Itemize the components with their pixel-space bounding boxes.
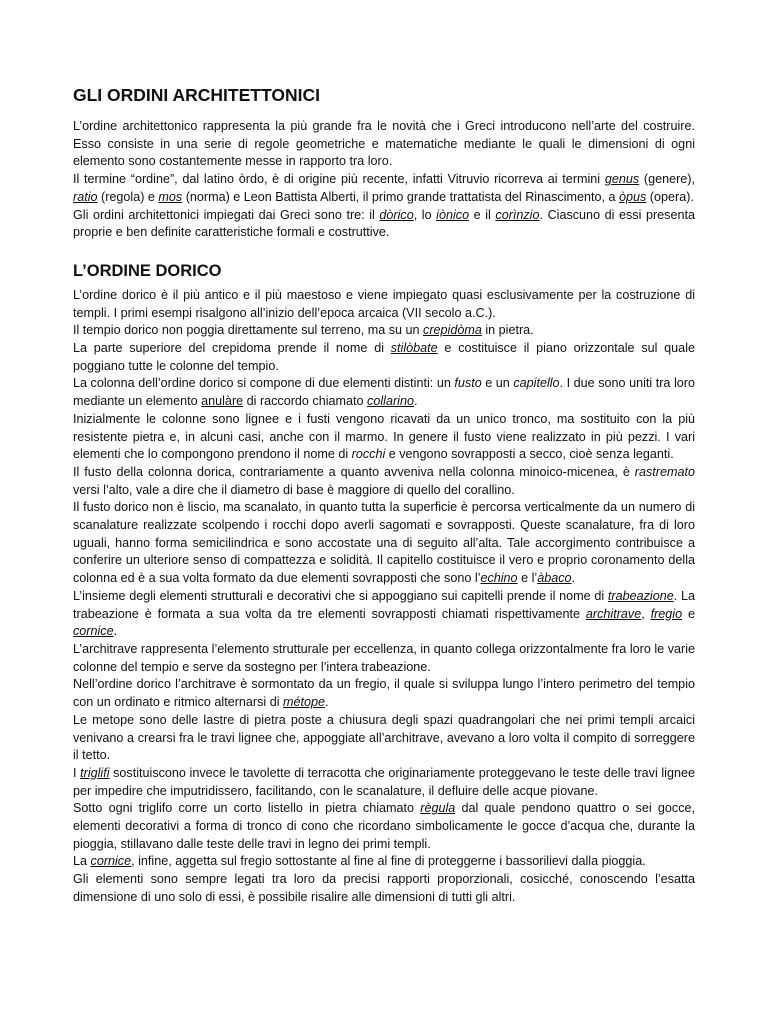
term-link: echino [480, 571, 518, 586]
text-run: (norma) e Leon Battista Alberti, il primo grande trattatista del Rinascimento, a [182, 189, 619, 204]
paragraph [73, 641, 695, 676]
intro-section [73, 118, 695, 242]
document-page [73, 84, 695, 907]
text-run: e un [481, 376, 514, 391]
text-run: (regola) e [97, 189, 159, 204]
paragraph [73, 118, 695, 171]
paragraph [73, 800, 695, 853]
text-run: e vengono sovrapposti a secco, cioè senza leganti. [385, 447, 674, 462]
text-run: . [325, 695, 329, 710]
text-run: L’ordine dorico è il più antico e il più maestoso e viene impiegato quasi esclusivamente per la costruzione di templi. I primi esempi risalgono all’inizio dell’epoca arcaica (VII secolo a.C.). [73, 287, 695, 320]
paragraph [73, 499, 695, 588]
italic-term: rocchi [351, 447, 386, 462]
text-run: di raccordo chiamato [243, 394, 368, 409]
text-run: . La trabeazione è formata a sua volta da tre elementi sovrapposti chiamati rispettivamente [73, 588, 695, 621]
term-link: genus [604, 172, 640, 187]
text-run: sostituiscono invece le tavolette di terracotta che originariamente proteggevano le teste delle travi lignee per impedire che imputridissero, facilitando, con le scanalature, il defluire delle acque piovane. [73, 765, 695, 798]
text-run: (opera). [646, 189, 694, 204]
page-title: GLI ORDINI ARCHITETTONICI [73, 85, 320, 105]
term-link: ratio [73, 189, 98, 204]
text-run: e l’ [517, 571, 538, 586]
term-link: cornice [73, 624, 114, 639]
paragraph [73, 287, 695, 322]
paragraph [73, 712, 695, 765]
text-run: . [571, 571, 576, 586]
term-link: corìnzio [495, 207, 540, 222]
term-link: métope [283, 695, 326, 710]
paragraph [73, 853, 695, 871]
term-link: trabeazione [607, 588, 674, 603]
text-run: Sotto ogni triglifo corre un corto listello in pietra chiamato [73, 801, 421, 816]
term-link: stilòbate [390, 341, 438, 356]
text-run: , [641, 606, 651, 621]
underlined-term: anulàre [201, 394, 244, 409]
section-title: L’ORDINE DORICO [73, 261, 222, 280]
paragraph [73, 765, 695, 800]
term-link: fregio [650, 606, 683, 621]
text-run: La [73, 854, 91, 869]
text-run: . [413, 394, 418, 409]
text-run: I [73, 765, 81, 780]
term-link: òpus [619, 189, 647, 204]
text-run: Nell’ordine dorico l’architrave è sormontato da un fregio, il quale si sviluppa lungo l’intero perimetro del tempio con un ordinato e ritmico alternarsi di [73, 677, 695, 710]
text-run: L’architrave rappresenta l’elemento strutturale per eccellenza, in quanto collega orizzontalmente fra loro le varie colonne del tempio e serve da sostegno per l’intera trabeazione. [73, 641, 695, 674]
text-run: (genere), [639, 172, 695, 187]
text-run: e [682, 606, 695, 621]
paragraph [73, 375, 695, 410]
paragraph [73, 871, 695, 906]
text-run: . Ciascuno di essi presenta proprie e ben definite caratteristiche formali e costruttive. [73, 207, 695, 240]
term-link: dòrico [379, 207, 414, 222]
term-link: cornice [90, 854, 132, 869]
text-run: Il fusto dorico non è liscio, ma scanalato, in quanto tutta la superficie è percorsa verticalmente da un numero di scanalature realizzate scolpendo i rocchi dopo averli sagomati e sovrapposti. Queste scanalature, fra di loro uguali, hanno forma semicilindrica e sono accostate una di seguito all’alta. Tale accorgimento contribuisce a conferire un ulteriore senso di compattezza e solidità. Il capitello costituisce il vero e proprio coronamento della colonna ed è a sua volta formato da due elementi sovrapposti che sono l’ [73, 500, 695, 586]
text-run: Gli elementi sono sempre legati tra loro da precisi rapporti proporzionali, cosicché, conoscendo l’esatta dimensione di uno solo di essi, è possibile risalire alle dimensioni di tutti gli altri. [73, 872, 695, 904]
text-run: L’insieme degli elementi strutturali e decorativi che si appoggiano sui capitelli prende il nome di [73, 588, 608, 603]
term-link: règula [420, 801, 456, 816]
paragraph [73, 588, 695, 641]
term-link: triglifi [80, 765, 110, 780]
paragraph [73, 322, 695, 340]
italic-term: fusto [454, 376, 482, 391]
paragraph [73, 676, 695, 711]
italic-term: rastremato [634, 464, 695, 479]
text-run: , lo [413, 207, 437, 222]
text-run: Il termine “ordine”, dal latino òrdo, è di origine più recente, infatti Vitruvio ricorreva ai termini [73, 172, 605, 187]
paragraph [73, 207, 695, 242]
text-run: La parte superiore del crepidoma prende il nome di [73, 341, 391, 356]
text-run: in pietra. [481, 323, 534, 338]
term-link: crepidòma [423, 323, 482, 338]
text-run: versi l’alto, vale a dire che il diametro di base è maggiore di quello del corallino. [73, 482, 515, 497]
term-link: iònico [436, 207, 470, 222]
italic-term: capitello [513, 376, 560, 391]
term-link: àbaco [537, 571, 572, 586]
text-run: e il [469, 207, 496, 222]
text-run: , infine, aggetta sul fregio sottostante al fine al fine di proteggerne i bassorilievi dalla pioggia. [131, 854, 646, 869]
text-run: e costituisce il piano orizzontale sul quale poggiano tutte le colonne del tempio. [73, 341, 695, 373]
text-run: Il fusto della colonna dorica, contrariamente a quanto avveniva nella colonna minoico-micenea, è [73, 464, 635, 479]
paragraph [73, 464, 695, 499]
doric-section [73, 287, 695, 907]
text-run: dal quale pendono quattro o sei gocce, elementi decorativi a forma di tronco di cono che ricordano simbolicamente le gocce d’acqua che, durante la pioggia, stillavano dalle teste delle travi in legno dei primi templi. [73, 801, 695, 851]
text-run: L’ordine architettonico rappresenta la più grande fra le novità che i Greci introducono nell’arte del costruire. Esso consiste in una serie di regole geometriche e matematiche mediante le quali le dimensioni di ogni elemento sono costantemente messe in rapporto tra loro. [73, 119, 695, 169]
paragraph [73, 171, 695, 206]
text-run: . I due sono uniti tra loro mediante un elemento [73, 376, 695, 409]
text-run: Il tempio dorico non poggia direttamente sul terreno, ma su un [73, 323, 424, 338]
text-run: Le metope sono delle lastre di pietra poste a chiusura degli spazi quadrangolari che nei primi templi arcaici venivano a crearsi fra le travi lignee che, appoggiate all’architrave, avevano a loro volta il compito di sorreggere il tetto. [73, 712, 695, 763]
term-link: mos [158, 189, 183, 204]
text-run: . [113, 624, 118, 639]
paragraph [73, 340, 695, 375]
paragraph [73, 411, 695, 464]
term-link: architrave [585, 606, 642, 621]
text-run: Inizialmente le colonne sono lignee e i fusti vengono ricavati da un unico tronco, ma sostituito con la più resistente pietra e, in alcuni casi, anche con il marmo. In genere il fusto viene realizzato in più pezzi. I vari elementi che lo compongono prendono il nome di [73, 411, 695, 462]
text-run: La colonna dell’ordine dorico si compone di due elementi distinti: un [73, 376, 455, 391]
term-link: collarino [367, 394, 414, 409]
text-run: Gli ordini architettonici impiegati dai Greci sono tre: il [73, 207, 380, 222]
